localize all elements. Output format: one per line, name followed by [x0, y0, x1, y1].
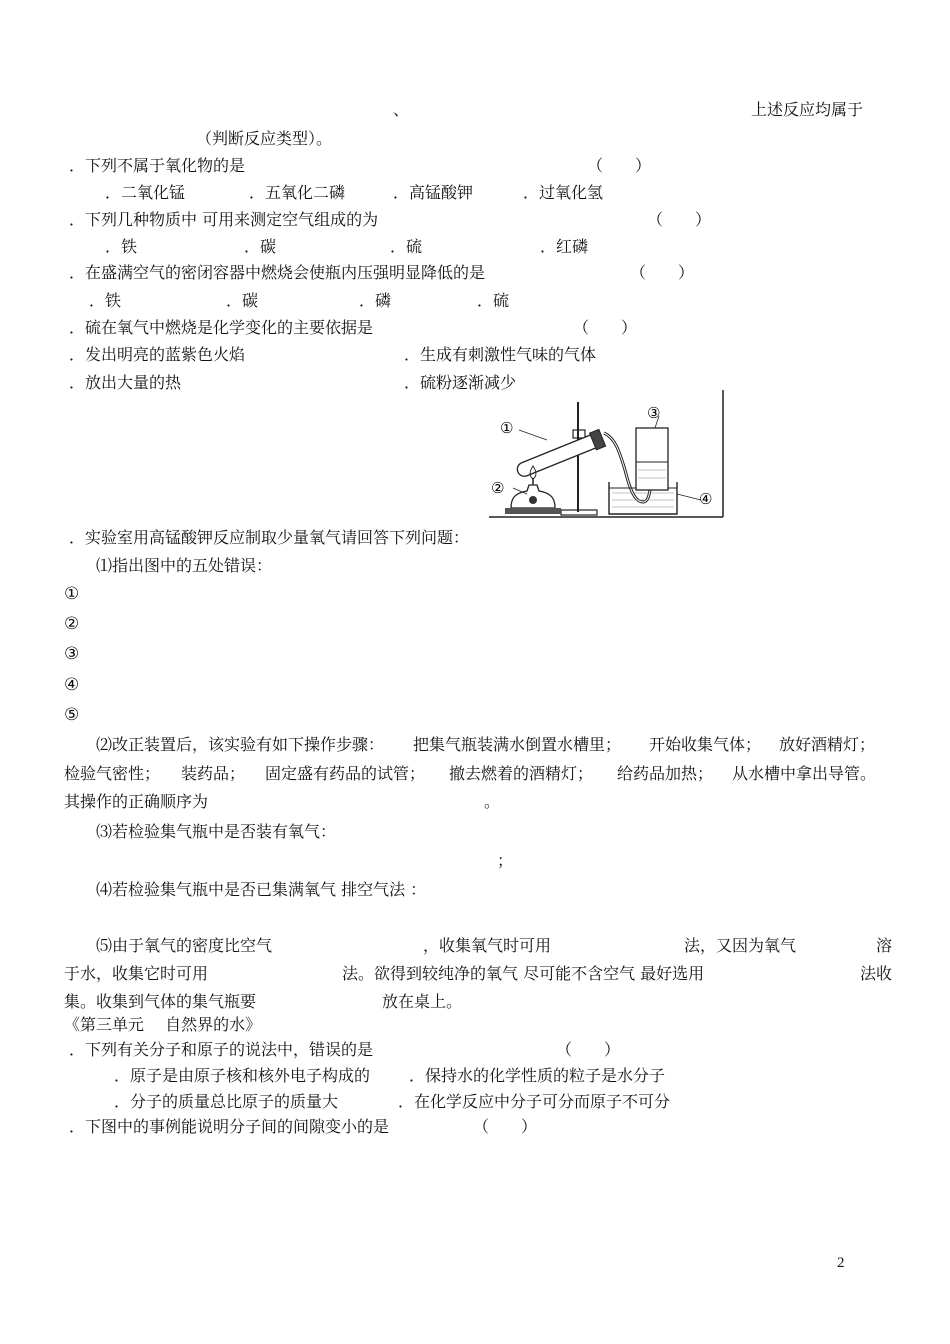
figure-label-4: ④ — [699, 490, 713, 508]
q5-step-8: 给药品加热； — [617, 764, 714, 783]
q5-error-4[interactable]: ④ — [64, 675, 80, 695]
unit3-q1-paren: （ ） — [556, 1040, 621, 1059]
q1-option-c[interactable]: ．高锰酸钾 — [393, 183, 474, 202]
q5-part5-f: 法。欲得到较纯净的氧气 尽可能不含空气 最好选用 — [342, 964, 705, 983]
figure-label-3: ③ — [647, 404, 661, 422]
oxygen-apparatus-figure — [489, 390, 725, 523]
q1-paren: （ ） — [587, 156, 652, 175]
q4-option-d[interactable]: ．硫粉逐渐减少 — [404, 373, 517, 392]
figure-label-2: ② — [491, 479, 505, 497]
q2-stem: ．下列几种物质中 可用来测定空气组成的为 — [69, 210, 379, 229]
q4-option-c[interactable]: ．放出大量的热 — [69, 373, 182, 392]
q5-order-prompt: 其操作的正确顺序为 — [64, 792, 209, 811]
unit3-q1-option-d[interactable]: ．在化学反应中分子可分而原子不可分 — [398, 1092, 671, 1111]
q5-part4: ⑷若检验集气瓶中是否已集满氧气 排空气法 ： — [96, 880, 427, 899]
q2-option-d[interactable]: ．红磷 — [540, 237, 589, 256]
q2-paren: （ ） — [647, 210, 712, 229]
q1-stem: ．下列不属于氧化物的是 — [69, 156, 246, 175]
q5-error-3[interactable]: ③ — [64, 644, 80, 664]
unit3-q1-option-a[interactable]: ．原子是由原子核和核外电子构成的 — [114, 1066, 371, 1085]
q5-step-5: 装药品； — [181, 764, 246, 783]
q5-step-9: 从水槽中拿出导管。 — [732, 764, 877, 783]
q5-part5-i: 放在桌上。 — [382, 992, 463, 1011]
page-number: 2 — [837, 1255, 845, 1271]
q5-error-2[interactable]: ② — [64, 614, 80, 634]
top-comma: 、 — [393, 100, 410, 119]
unit3-q2-stem: ．下图中的事例能说明分子间的间隙变小的是 — [69, 1117, 390, 1136]
q3-paren: （ ） — [630, 263, 695, 282]
q3-option-d[interactable]: ．硫 — [477, 291, 510, 310]
q5-part5-a: ⑸由于氧气的密度比空气 — [96, 936, 273, 955]
q5-error-1[interactable]: ① — [64, 584, 80, 604]
q5-stem: ．实验室用高锰酸钾反应制取少量氧气请回答下列问题： — [69, 528, 470, 547]
q5-order-end: 。 — [484, 792, 501, 811]
q5-step-3: 放好酒精灯； — [779, 735, 876, 754]
q4-option-b[interactable]: ．生成有刺激性气味的气体 — [404, 345, 597, 364]
q5-part1: ⑴指出图中的五处错误： — [96, 556, 273, 575]
q5-part3: ⑶若检验集气瓶中是否装有氧气： — [96, 822, 337, 841]
unit3-q1-option-b[interactable]: ．保持水的化学性质的粒子是水分子 — [409, 1066, 666, 1085]
q5-part5-b: ，收集氧气时可用 — [423, 936, 552, 955]
q5-step-4: 检验气密性； — [64, 764, 161, 783]
q5-step-6: 固定盛有药品的试管； — [265, 764, 426, 783]
q4-stem: ．硫在氧气中燃烧是化学变化的主要依据是 — [69, 318, 374, 337]
figure-label-1: ① — [500, 419, 514, 437]
q5-part5-c: 法，又因为氧气 — [684, 936, 797, 955]
q5-step-2: 开始收集气体； — [649, 735, 762, 754]
q3-option-b[interactable]: ．碳 — [226, 291, 259, 310]
q2-option-a[interactable]: ．铁 — [105, 237, 138, 256]
reaction-type-tail: 上述反应均属于 — [751, 100, 864, 119]
q3-option-c[interactable]: ．磷 — [359, 291, 392, 310]
q4-paren: （ ） — [573, 318, 638, 337]
unit3-q1-stem: ．下列有关分子和原子的说法中，错误的是 — [69, 1040, 374, 1059]
unit3-q2-paren: （ ） — [473, 1117, 538, 1136]
q2-option-c[interactable]: ．硫 — [390, 237, 423, 256]
q5-error-5[interactable]: ⑤ — [64, 705, 80, 725]
q5-part2-intro: ⑵改正装置后，该实验有如下操作步骤： — [96, 735, 385, 754]
q1-option-d[interactable]: ．过氧化氢 — [523, 183, 604, 202]
q5-part5-g: 法收 — [860, 964, 893, 983]
q3-option-a[interactable]: ．铁 — [89, 291, 122, 310]
q5-step-1: 把集气瓶装满水倒置水槽里； — [413, 735, 622, 754]
q2-option-b[interactable]: ．碳 — [244, 237, 277, 256]
q5-step-7: 撤去燃着的酒精灯； — [449, 764, 594, 783]
q5-part5-e: 于水，收集它时可用 — [64, 964, 209, 983]
q5-part5-h: 集。收集到气体的集气瓶要 — [64, 992, 257, 1011]
q4-option-a[interactable]: ．发出明亮的蓝紫色火焰 — [69, 345, 246, 364]
q1-option-b[interactable]: ．五氧化二磷 — [249, 183, 346, 202]
q5-part5-d: 溶 — [876, 936, 893, 955]
unit3-q1-option-c[interactable]: ．分子的质量总比原子的质量大 — [114, 1092, 339, 1111]
reaction-type-hint: （判断反应类型）。 — [196, 129, 333, 148]
q3-stem: ．在盛满空气的密闭容器中燃烧会使瓶内压强明显降低的是 — [69, 263, 486, 282]
q1-option-a[interactable]: ．二氧化锰 — [105, 183, 186, 202]
unit3-heading: 《第三单元 自然界的水》 — [64, 1015, 262, 1034]
q5-part3-end: ； — [497, 851, 514, 870]
